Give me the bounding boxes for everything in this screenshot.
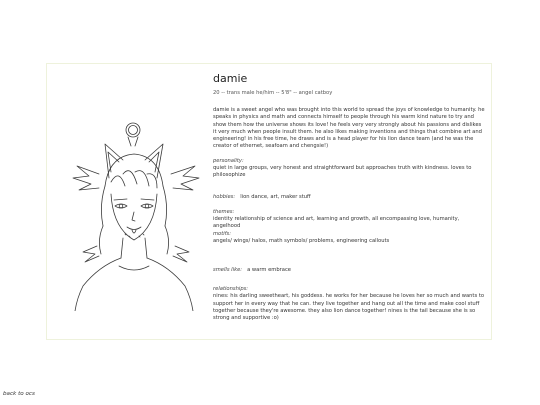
profile-info [213,72,485,323]
relationships-label: relationships: [213,286,249,293]
themes-text: identity relationship of science and art, learning and growth, all encompassing love, humanity, angelhood [213,215,460,230]
personality-label: personality: [213,157,244,164]
smells-label: smells like: [213,267,243,274]
character-name: damie [213,72,248,85]
themes-label: themes: [213,208,235,215]
hobbies-label: hobbies: [213,193,236,200]
personality-text: quiet in large groups, very honest and straightforward but approaches truth with kindness. loves to philosophize [213,165,472,179]
character-lineart-icon [59,116,214,311]
smells-text: a warm embrace [247,267,291,274]
character-subtitle: 20 -- trans male he/him -- 5'8" -- angel catboy [213,90,333,96]
character-bio: damie is a sweet angel who was brought into this world to spread the joys of knowledge to humanity. he speaks in physics and math and connects himself to people through his warm kind nature to try and show them how the universe shows its love! he feels very very strongly about his passions and dislikes it very much when people insult them. he also likes making inventions and things that combine art and engineering! in his free time, he draws and is a head player for his lion dance team (and he was the creator of ethernet, seafoam and chengsie!) [213,107,485,150]
relationships-text: nines: his darling sweetheart, his goddess. he works for her because he loves her so much and wants to support her in every way that he can. they live together and hang out all the time and make cool stuff together because they're awesome. they also lion dance together! nines is the tail because she is so strong and supportive :o) [213,293,485,322]
motifs-label: motifs: [213,230,231,237]
hobbies-text: lion dance, art, maker stuff [240,193,311,200]
back-to-ocs-link[interactable]: back to ocs [3,391,35,397]
profile-card [46,63,492,340]
motifs-text: angels/ wings/ halos, math symbols/ problems, engineering callouts [213,237,390,244]
